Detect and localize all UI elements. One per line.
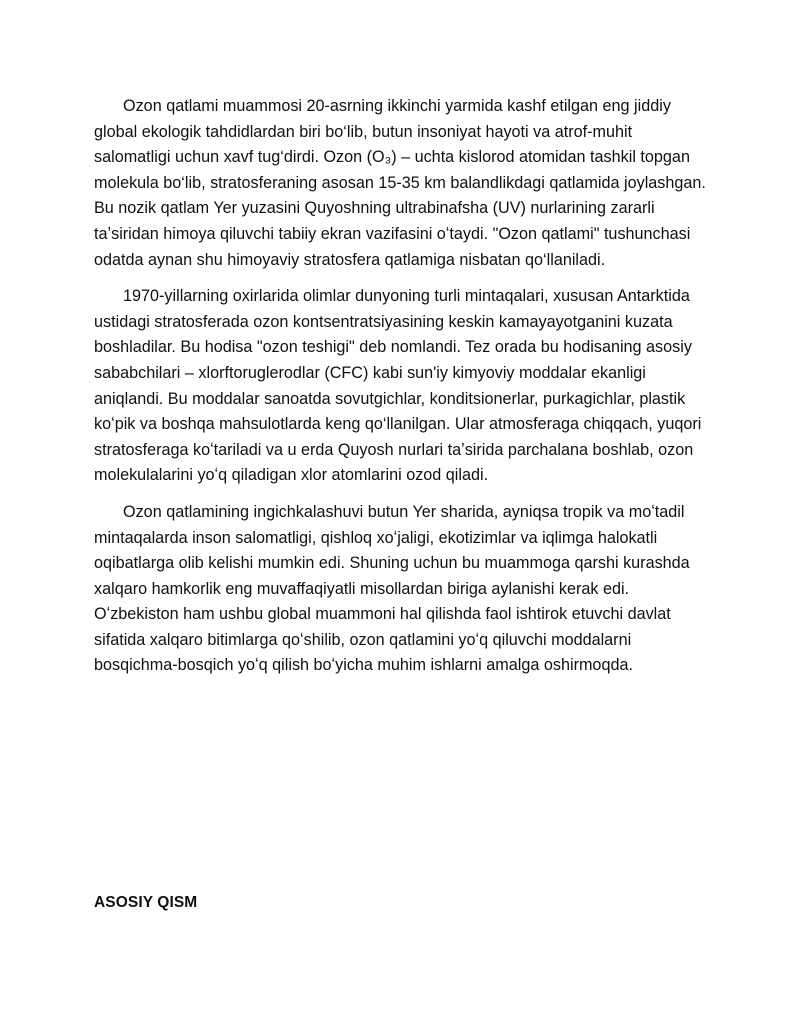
paragraph-consequences: Ozon qatlamining ingichkalashuvi butun Yer sharida, ayniqsa tropik va moʻtadil mintaqalarda inson salomatligi, qishloq xoʻjaligi, ekotizimlar va iqlimga halokatli oqibatlarga olib kelishi mumkin edi. Shuning uchun bu muammoga qarshi kurashda xalqaro hamkorlik eng muvaffaqiyatli misollardan biriga aylanishi kerak edi. Oʻzbekiston ham ushbu global muammoni hal qilishda faol ishtirok etuvchi davlat sifatida xalqaro bitimlarga qoʻshilib, ozon qatlamini yoʻq qiluvchi moddalarni bosqichma-bosqich yoʻq qilish boʻyicha muhim ishlarni amalga oshirmoqda.: [94, 502, 690, 675]
body-text: [94, 94, 706, 690]
paragraph-intro: Ozon qatlami muammosi 20-asrning ikkinchi yarmida kashf etilgan eng jiddiy global ekologik tahdidlardan biri bo‘lib, butun insoniyat hayoti va atrof-muhit salomatligi uchun xavf tug‘dirdi. Ozon (O₃) – uchta kislorod atomidan tashkil topgan molekula bo‘lib, stratosferaning asosan 15-35 km balandlikdagi qatlamida joylashgan. Bu nozik qatlam Yer yuzasini Quyoshning ultrabinafsha (UV) nurlarining zararli taʼsiridan himoya qiluvchi tabiiy ekran vazifasini oʻtaydi. "Ozon qatlami" tushunchasi odatda aynan shu himoyaviy stratosfera qatlamiga nisbatan qo‘llaniladi.: [94, 97, 706, 269]
paragraph-history: 1970-yillarning oxirlarida olimlar dunyoning turli mintaqalari, xususan Antarktida ustidagi stratosferada ozon kontsentratsiyasining keskin kamayayotganini kuzata boshladilar. Bu hodisa "ozon teshigi" deb nomlandi. Tez orada bu hodisaning asosiy sababchilari – xlorftoruglerodlar (CFC) kabi sun'iy kimyoviy moddalar ekanligi aniqlandi. Bu moddalar sanoatda sovutgichlar, konditsionerlar, purkagichlar, plastik koʻpik va boshqa mahsulotlarda keng qo‘llanilgan. Ular atmosferaga chiqqach, yuqori stratosferaga koʻtariladi va u erda Quyosh nurlari taʼsirida parchalana boshlab, ozon molekulalarini yoʻq qiladigan xlor atomlarini ozod qiladi.: [94, 287, 702, 485]
section-heading: ASOSIY QISM: [94, 894, 198, 911]
